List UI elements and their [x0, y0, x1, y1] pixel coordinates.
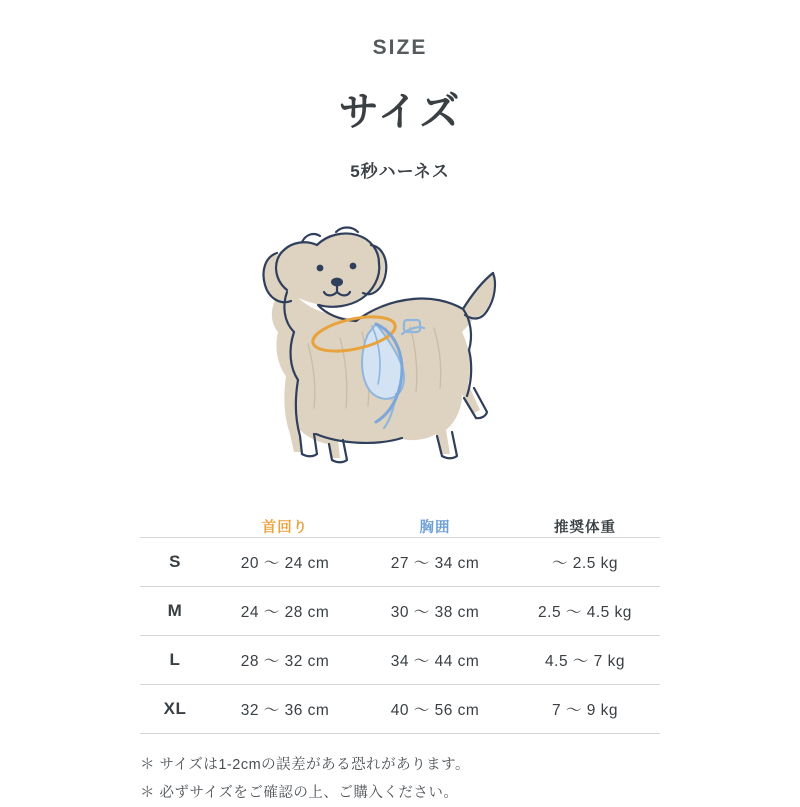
table-row [140, 636, 660, 685]
cell-size: L [169, 650, 181, 669]
header-size [140, 516, 210, 538]
cell-weight: 4.5 ～ 7 kg [545, 653, 625, 670]
illustration-container [0, 208, 800, 498]
notes-block [140, 752, 660, 807]
cell-neck: 20 ～ 24 cm [240, 555, 330, 572]
table-header-row [140, 516, 660, 538]
size-table [140, 516, 660, 734]
cell-chest: 27 ～ 34 cm [390, 555, 480, 572]
page-header [0, 0, 800, 182]
cell-weight: ～ 2.5 kg [551, 555, 619, 572]
header-chest: 胸囲 [419, 520, 451, 536]
cell-neck: 32 ～ 36 cm [240, 702, 330, 719]
eyebrow-label: SIZE [372, 36, 428, 59]
cell-neck: 24 ～ 28 cm [240, 604, 330, 621]
dog-wearing-harness-illustration [190, 208, 610, 488]
size-table-head [140, 516, 660, 538]
size-table-body [140, 538, 660, 734]
cell-neck: 28 ～ 32 cm [240, 653, 330, 670]
page-title: サイズ [338, 90, 462, 134]
cell-chest: 40 ～ 56 cm [390, 702, 480, 719]
cell-size: S [169, 552, 181, 571]
cell-size: XL [163, 699, 187, 718]
note-line: ＊ サイズは1-2cmの誤差がある恐れがあります。 [140, 757, 470, 773]
size-table-container [140, 516, 660, 734]
header-weight: 推奨体重 [554, 520, 616, 536]
table-row [140, 685, 660, 734]
page-subtitle: 5秒ハーネス [350, 162, 450, 181]
cell-weight: 7 ～ 9 kg [551, 702, 619, 719]
cell-weight: 2.5 ～ 4.5 kg [538, 604, 632, 621]
table-row [140, 538, 660, 587]
cell-size: M [167, 601, 183, 620]
cell-chest: 34 ～ 44 cm [390, 653, 480, 670]
cell-chest: 30 ～ 38 cm [390, 604, 480, 621]
note-line: ＊ 必ずサイズをご確認の上、ご購入ください。 [140, 784, 459, 801]
header-neck: 首回り [261, 520, 309, 536]
table-row [140, 587, 660, 636]
